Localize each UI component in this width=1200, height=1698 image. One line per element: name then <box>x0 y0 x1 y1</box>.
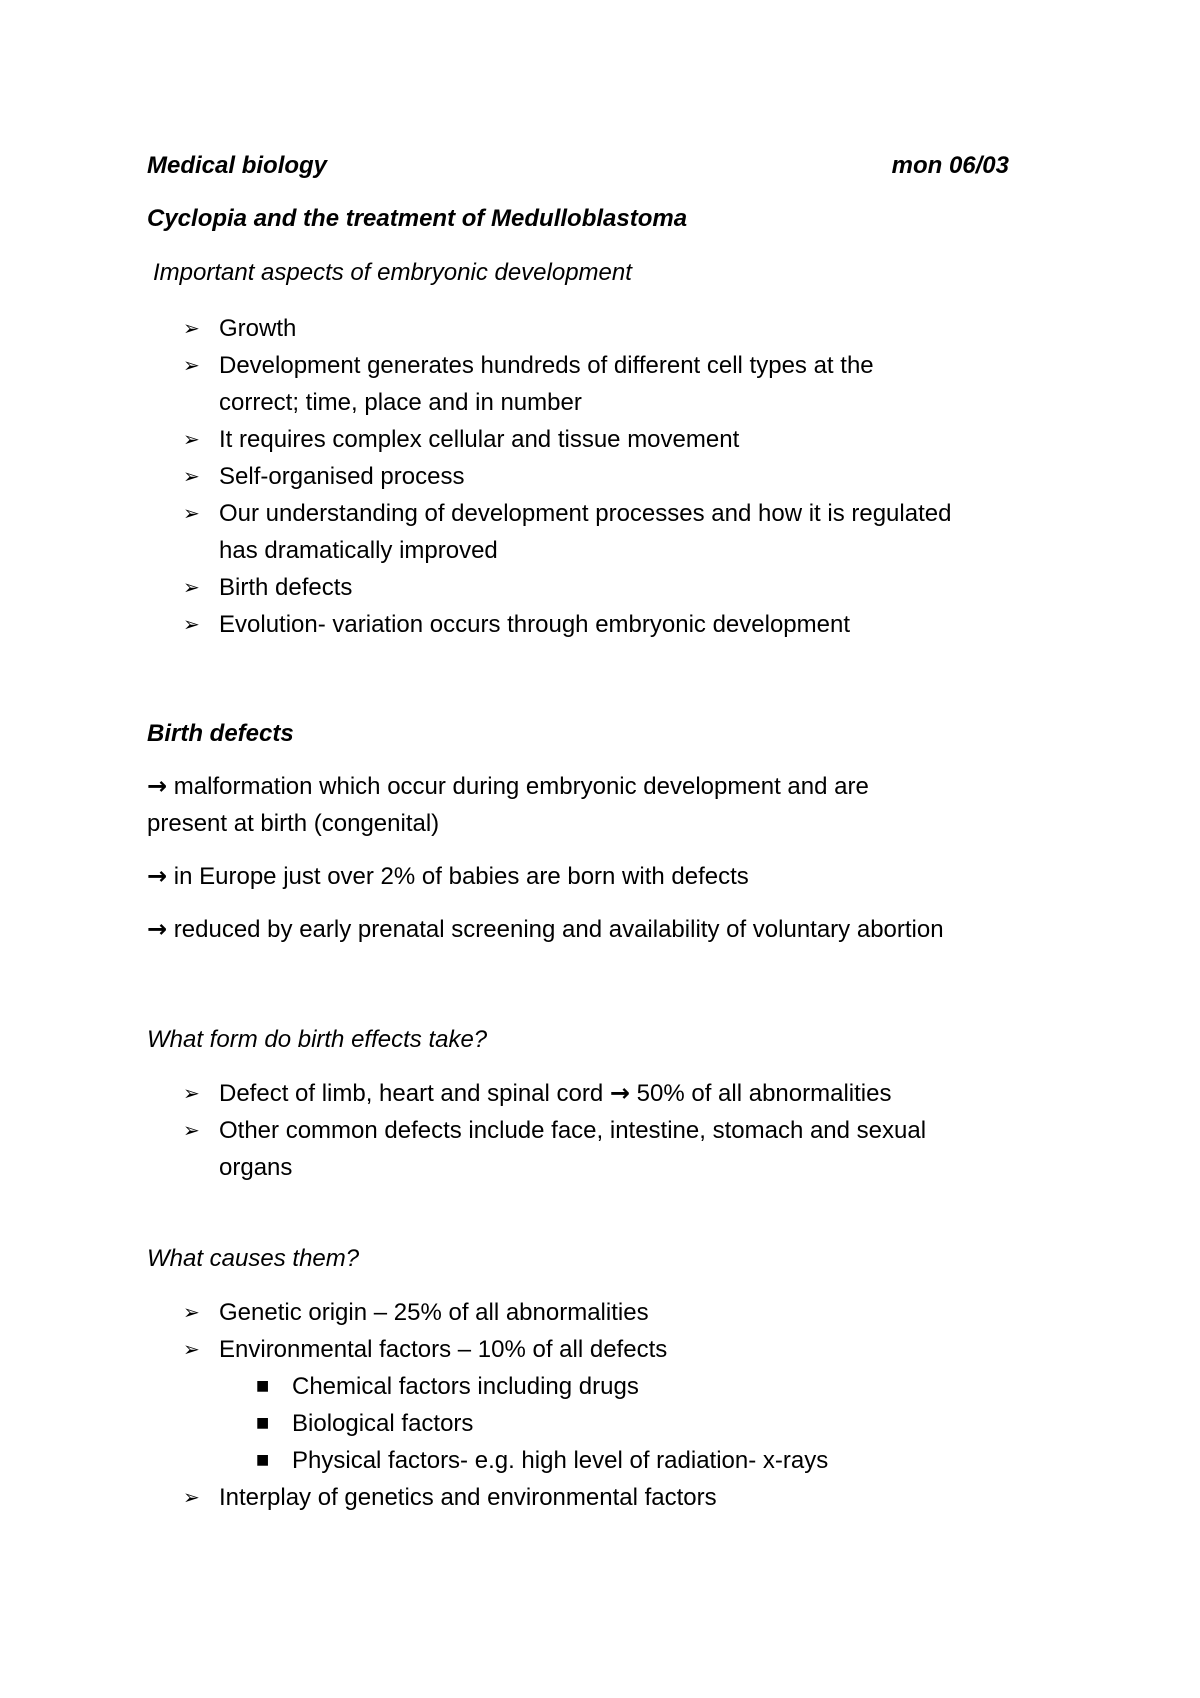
birth-defects-line: → in Europe just over 2% of babies are born with defects <box>147 862 749 890</box>
header-row <box>147 152 1009 182</box>
sub-list-item: ■ Chemical factors including drugs <box>256 1368 828 1405</box>
causes-list <box>183 1294 667 1368</box>
list-item: ➢ Defect of limb, heart and spinal cord → 50% of all abnormalities <box>183 1075 926 1112</box>
birth-defects-line: → reduced by early prenatal screening and availability of voluntary abortion <box>147 915 944 943</box>
right-arrow-icon: → <box>609 1079 630 1107</box>
list-item: ➢ Genetic origin – 25% of all abnormalities <box>183 1294 667 1331</box>
list-item-continuation: organs <box>219 1154 293 1181</box>
list-item: ➢ Development generates hundreds of different cell types at the <box>183 347 951 384</box>
sub-list-item: ■ Biological factors <box>256 1405 828 1442</box>
environmental-factors-sublist <box>256 1368 828 1479</box>
arrowhead-bullet-icon: ➢ <box>183 1300 200 1324</box>
embryonic-aspects-list <box>183 310 951 643</box>
list-item: ➢ Growth <box>183 310 951 347</box>
right-arrow-icon: → <box>147 772 168 800</box>
arrowhead-bullet-icon: ➢ <box>183 575 200 599</box>
list-item: ➢ Environmental factors – 10% of all defects <box>183 1331 667 1368</box>
right-arrow-icon: → <box>147 862 168 890</box>
arrowhead-bullet-icon: ➢ <box>183 1485 200 1509</box>
birth-defects-line-continuation: present at birth (congenital) <box>147 810 440 837</box>
section-heading-embryonic-development: Important aspects of embryonic development <box>153 259 632 286</box>
section-heading-birth-defects: Birth defects <box>147 720 294 747</box>
causes-list-continued <box>183 1479 717 1516</box>
arrowhead-bullet-icon: ➢ <box>183 353 200 377</box>
list-item: ➢ Evolution- variation occurs through embryonic development <box>183 606 951 643</box>
list-item-continuation: correct; time, place and in number <box>219 389 582 416</box>
arrowhead-bullet-icon: ➢ <box>183 1337 200 1361</box>
list-item-continuation: has dramatically improved <box>219 537 498 564</box>
lecture-date: mon 06/03 <box>891 152 1009 179</box>
birth-defects-line: → malformation which occur during embryonic development and are <box>147 772 869 800</box>
list-item: ➢ Birth defects <box>183 569 951 606</box>
square-bullet-icon: ■ <box>256 1415 270 1431</box>
arrowhead-bullet-icon: ➢ <box>183 612 200 636</box>
arrowhead-bullet-icon: ➢ <box>183 316 200 340</box>
list-item: ➢ Self-organised process <box>183 458 951 495</box>
right-arrow-icon: → <box>147 915 168 943</box>
arrowhead-bullet-icon: ➢ <box>183 1118 200 1142</box>
arrowhead-bullet-icon: ➢ <box>183 501 200 525</box>
list-item: ➢ Interplay of genetics and environmental factors <box>183 1479 717 1516</box>
square-bullet-icon: ■ <box>256 1452 270 1468</box>
arrowhead-bullet-icon: ➢ <box>183 464 200 488</box>
sub-list-item: ■ Physical factors- e.g. high level of radiation- x-rays <box>256 1442 828 1479</box>
section-heading-causes: What causes them? <box>147 1245 360 1272</box>
course-title: Medical biology <box>147 152 328 179</box>
list-item: ➢ Other common defects include face, intestine, stomach and sexual <box>183 1112 926 1149</box>
arrowhead-bullet-icon: ➢ <box>183 427 200 451</box>
topic-title: Cyclopia and the treatment of Medulloblastoma <box>147 205 688 232</box>
defect-forms-list <box>183 1075 926 1186</box>
arrowhead-bullet-icon: ➢ <box>183 1081 200 1105</box>
list-item: ➢ It requires complex cellular and tissue movement <box>183 421 951 458</box>
section-heading-forms: What form do birth effects take? <box>147 1026 488 1053</box>
square-bullet-icon: ■ <box>256 1378 270 1394</box>
list-item: ➢ Our understanding of development processes and how it is regulated <box>183 495 951 532</box>
